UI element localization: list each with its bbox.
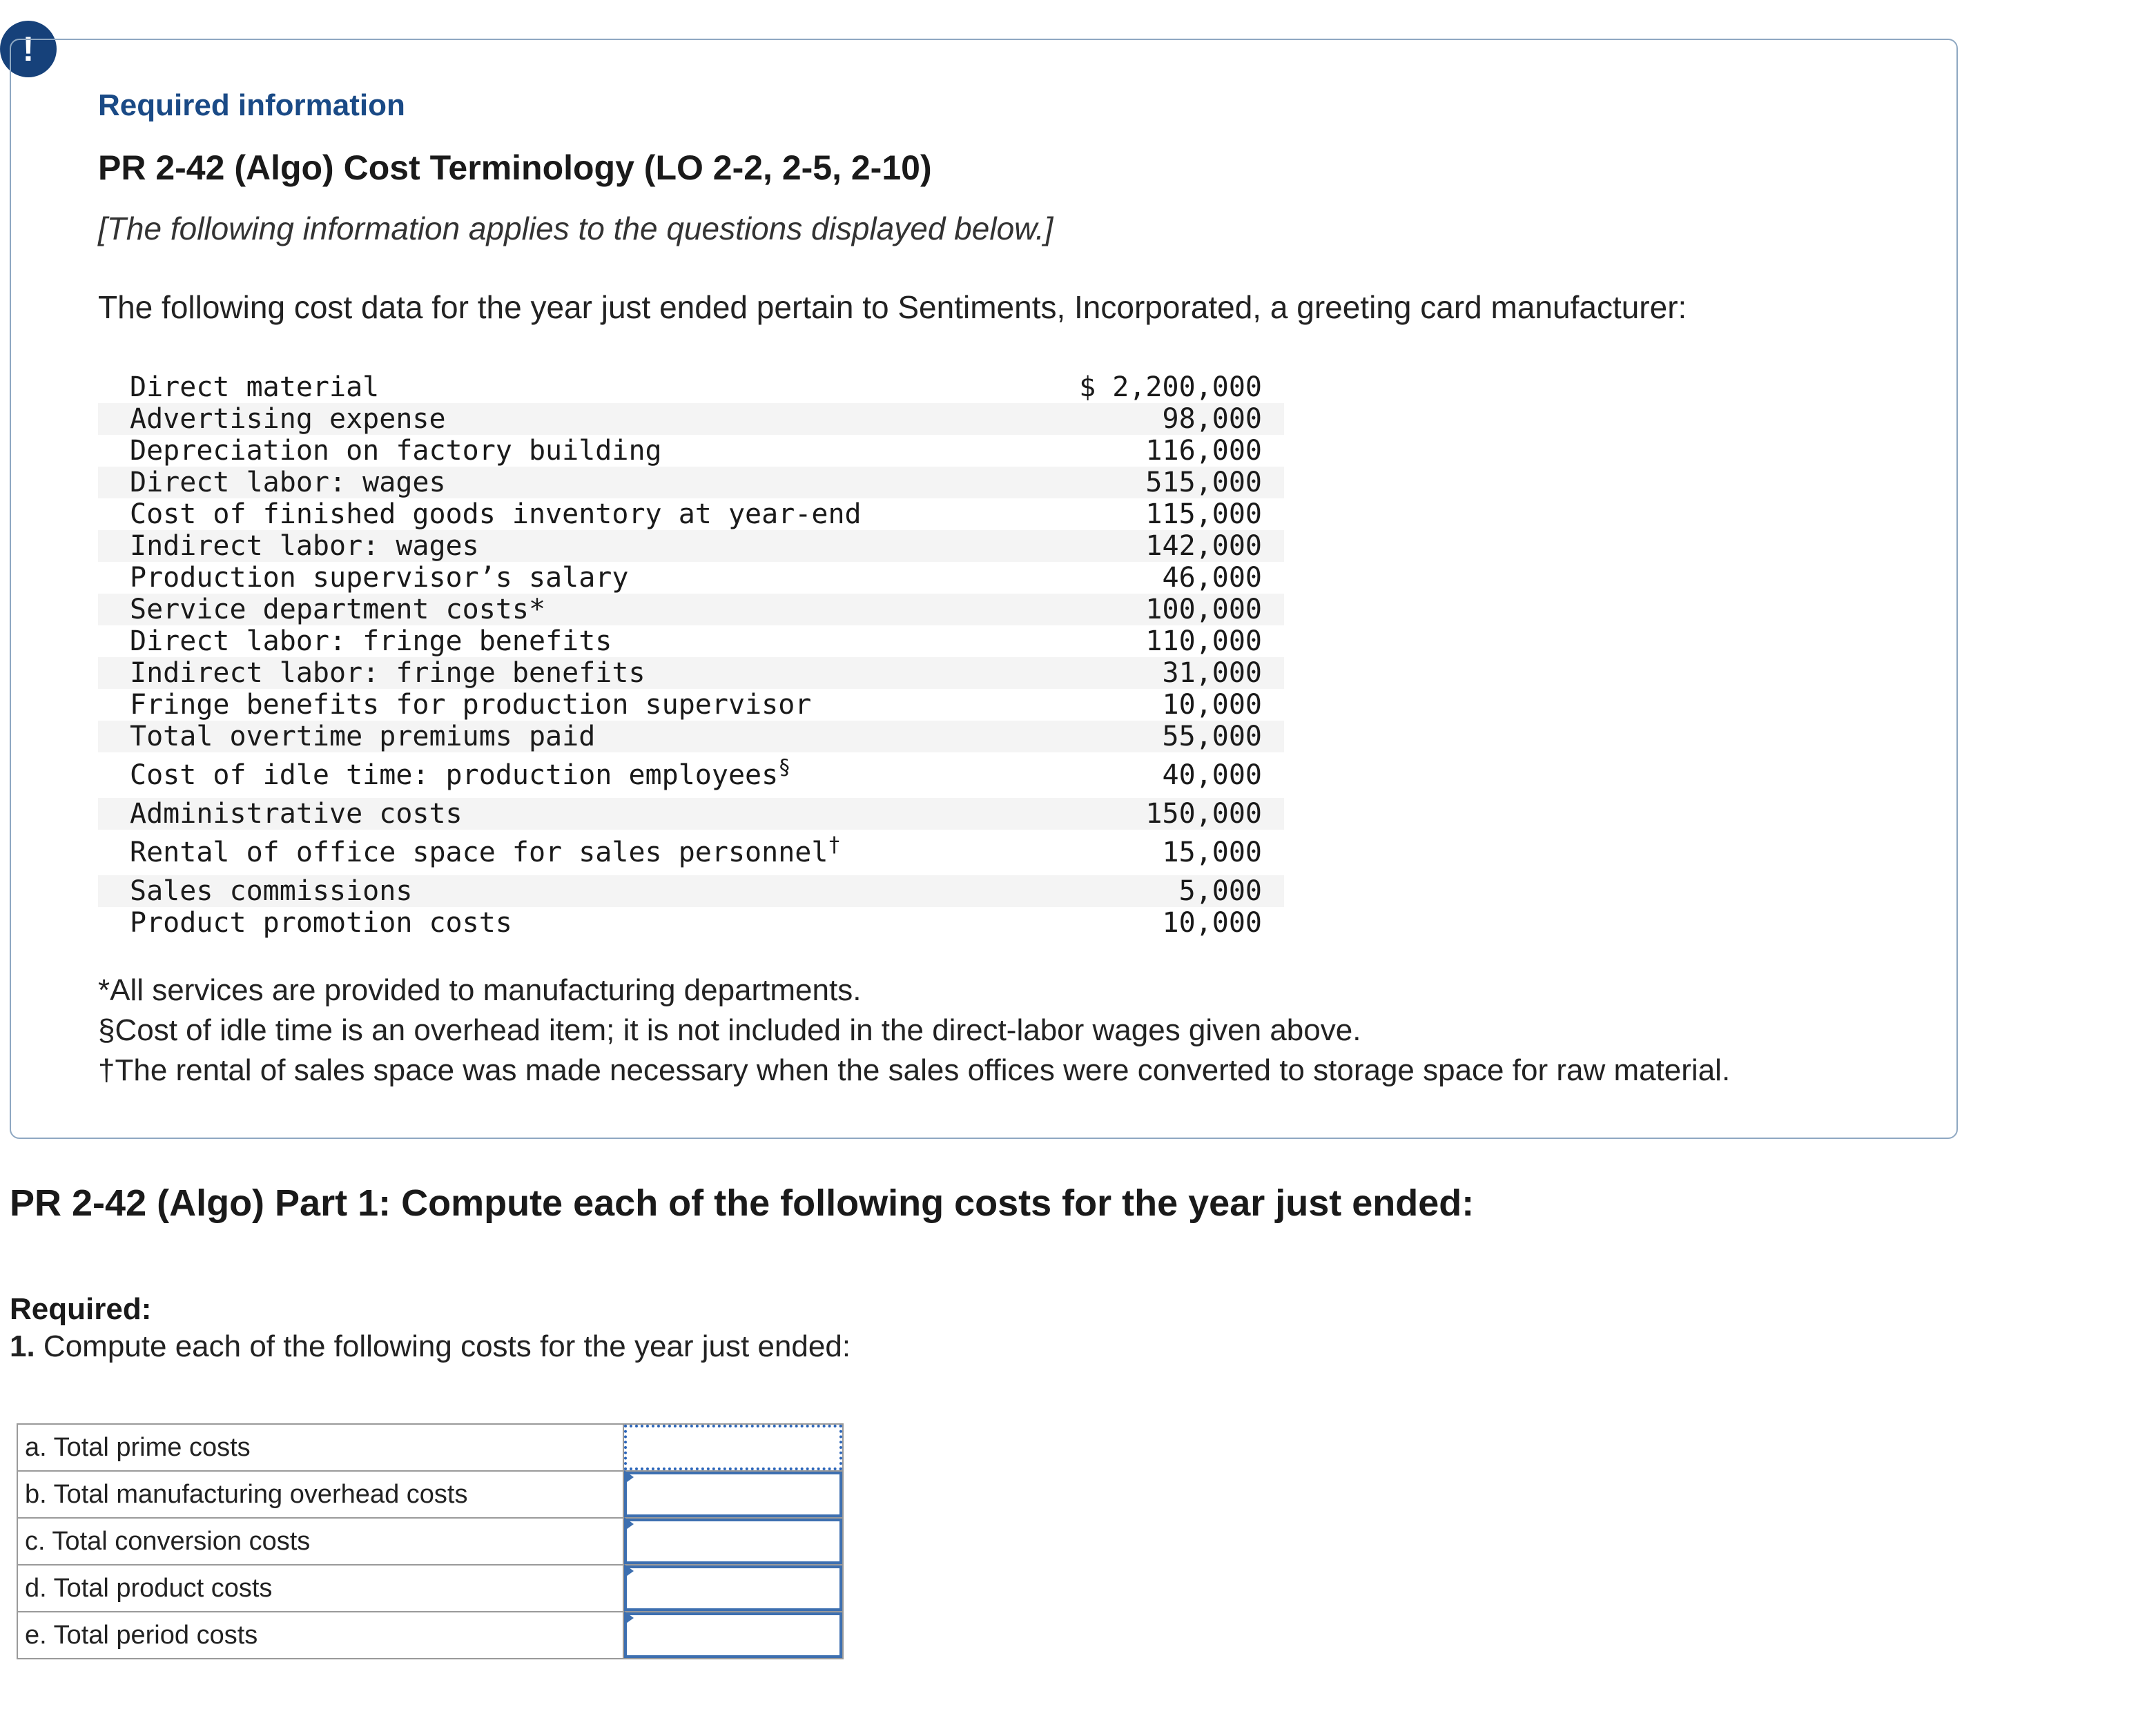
cost-value: 10,000 [1162,689,1262,721]
cost-value: 515,000 [1033,467,1284,498]
item-text: Compute each of the following costs for the year just ended: [35,1329,851,1363]
table-row [98,594,1284,625]
footnotes [98,971,1730,1091]
answer-row [17,1424,843,1471]
table-row [98,403,1284,435]
cost-label: Total overtime premiums paid [130,721,596,752]
required-label: Required: [10,1292,152,1326]
answer-row [17,1518,843,1565]
total-conversion-costs-input[interactable] [624,1519,842,1564]
cost-data-table [98,371,1284,939]
cost-value: 15,000 [1162,837,1262,868]
table-row [98,530,1284,562]
cost-value: 142,000 [1033,530,1284,562]
cost-label: Cost of idle time: production employees [130,759,779,791]
cost-label: Sales commissions [130,875,413,907]
table-row [98,435,1284,467]
cost-value: 31,000 [1033,657,1284,689]
footnote: †The rental of sales space was made necessary when the sales offices were converted to storage space for raw material. [98,1053,1731,1087]
cost-label: Advertising expense [130,403,446,435]
cost-label: Cost of finished goods inventory at year-end [130,498,862,530]
required-information-heading: Required information [98,88,405,122]
cost-value: 116,000 [1145,435,1262,467]
answer-row [17,1471,843,1518]
cost-label: Service department costs* [130,594,546,625]
cost-label: Direct material [130,371,380,403]
cost-value: 98,000 [1033,403,1284,435]
table-row [98,875,1284,907]
answer-label: e. Total period costs [17,1612,623,1659]
table-row [98,907,1284,939]
answer-row [17,1565,843,1612]
answer-row [17,1612,843,1659]
table-row [98,371,1284,403]
cell-pointer-icon [624,1470,634,1484]
cost-value: 100,000 [1033,594,1284,625]
table-row [98,798,1284,830]
cost-value: $ 2,200,000 [1079,371,1262,403]
table-row [98,752,1284,798]
footnote-mark: § [778,755,791,780]
answer-label: d. Total product costs [17,1565,623,1612]
table-row [98,830,1284,875]
cost-label: Indirect labor: wages [130,530,479,562]
table-row [98,657,1284,689]
cell-pointer-icon [624,1564,634,1578]
cost-value: 40,000 [1162,759,1262,791]
alert-icon: ! [0,21,57,77]
total-product-costs-input[interactable] [624,1566,842,1611]
cost-label: Production supervisor’s salary [130,562,629,594]
cost-value: 115,000 [1145,498,1262,530]
cost-value: 10,000 [1162,907,1262,939]
footnote: §Cost of idle time is an overhead item; it is not included in the direct-labor wages given above. [98,1013,1361,1047]
cost-label: Rental of office space for sales personnel [130,837,828,868]
cost-value: 55,000 [1033,721,1284,752]
cost-value: 5,000 [1033,875,1284,907]
cost-label: Administrative costs [130,798,463,830]
table-row [98,498,1284,530]
table-row [98,467,1284,498]
item-number: 1. [10,1329,35,1363]
cost-value: 46,000 [1162,562,1262,594]
answer-table [17,1423,844,1659]
total-period-costs-input[interactable] [624,1612,842,1658]
cost-label: Fringe benefits for production supervisor [130,689,812,721]
cell-pointer-icon [624,1611,634,1625]
cost-value: 110,000 [1145,625,1262,657]
cost-label: Depreciation on factory building [130,435,662,467]
cost-value: 150,000 [1033,798,1284,830]
problem-title: PR 2-42 (Algo) Cost Terminology (LO 2-2, 2-5, 2-10) [98,148,932,187]
cost-label: Direct labor: fringe benefits [130,625,612,657]
required-instruction [10,1329,851,1364]
cost-label: Direct labor: wages [130,467,446,498]
table-row [98,625,1284,657]
table-row [98,562,1284,594]
table-row [98,689,1284,721]
answer-label: a. Total prime costs [17,1424,623,1471]
cell-pointer-icon [624,1517,634,1531]
footnote-mark: † [828,832,841,857]
intro-text: The following cost data for the year just ended pertain to Sentiments, Incorporated, a greeting card manufacturer: [98,289,1687,325]
table-row [98,721,1284,752]
part-heading: PR 2-42 (Algo) Part 1: Compute each of the following costs for the year just ended: [10,1182,1475,1224]
answer-label: c. Total conversion costs [17,1518,623,1565]
applies-note: [The following information applies to the questions displayed below.] [98,211,1053,246]
cost-label: Product promotion costs [130,907,512,939]
total-manufacturing-overhead-input[interactable] [624,1472,842,1517]
cost-label: Indirect labor: fringe benefits [130,657,645,689]
footnote: *All services are provided to manufacturing departments. [98,973,862,1007]
answer-label: b. Total manufacturing overhead costs [17,1471,623,1518]
total-prime-costs-input[interactable] [624,1425,842,1470]
